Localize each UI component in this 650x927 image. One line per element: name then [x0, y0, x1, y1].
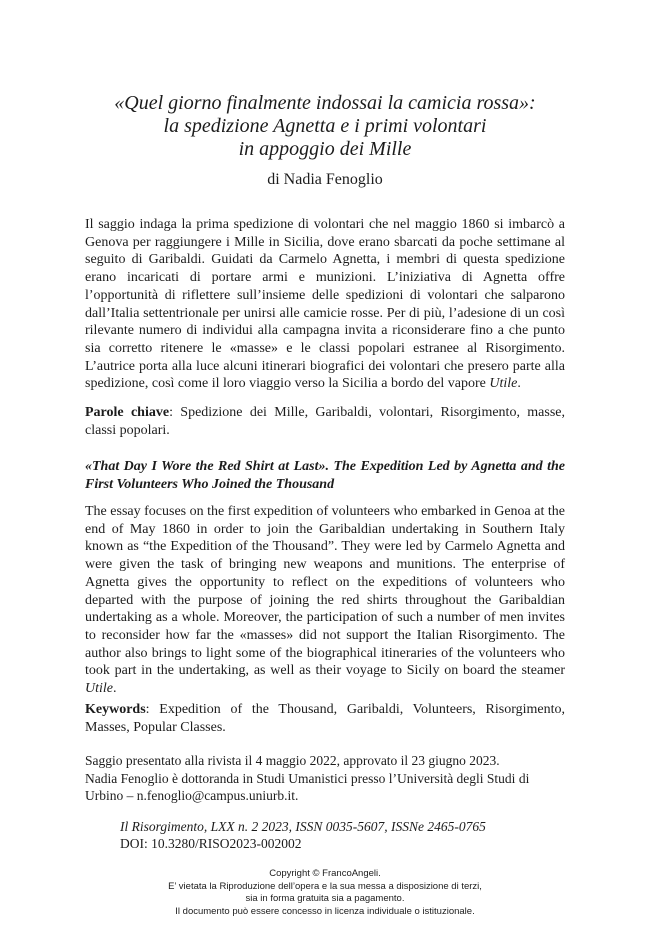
ship-name: Utile: [85, 681, 113, 697]
abstract-italian: [85, 216, 565, 393]
article-title: [60, 92, 590, 161]
keywords-italian: [85, 404, 565, 439]
submission-dates: Saggio presentato alla rivista il 4 maggio 2022, approvato il 23 giugno 2023.: [85, 753, 500, 768]
journal-info: [120, 818, 570, 852]
keywords-english-label: Keywords: [85, 702, 146, 717]
copyright-notice: [0, 868, 650, 918]
abstract-english: [85, 503, 565, 698]
author-line: di Nadia Fenoglio: [267, 171, 383, 188]
keywords-italian-label: Parole chiave: [85, 405, 170, 420]
abstract-english-end: .: [113, 681, 117, 697]
english-title: «That Day I Wore the Red Shirt at Last». The Expedition Led by Agnetta and the First Volunteers Who Joined the Thousand: [85, 459, 565, 492]
journal-citation: Il Risorgimento, LXX n. 2 2023, ISSN 0035-5607, ISSNe 2465-0765: [120, 819, 486, 834]
keywords-english-text: : Expedition of the Thousand, Garibaldi, Volunteers, Risorgimento, Masses, Popular Classes.: [85, 702, 565, 735]
ship-name: Utile: [489, 376, 518, 392]
copyright-line: E’ vietata la Riproduzione dell’opera e la sua messa a disposizione di terzi,: [168, 880, 482, 892]
abstract-italian-end: .: [517, 376, 521, 392]
title-line: «Quel giorno finalmente indossai la camicia rossa»:: [114, 92, 536, 114]
title-line: la spedizione Agnetta e i primi volontari: [163, 115, 487, 137]
abstract-english-text: The essay focuses on the first expedition of volunteers who embarked in Genoa at the end of May 1860 in order to join the Garibaldian undertaking in Southern Italy known as “the Expedition of the Thousand”. They were led by Carmelo Agnetta and were given the task of bringing new weapons and munitions. The enterprise of Agnetta gives the opportunity to reflect on the expeditions of volunteers who departed with the purpose of joining the red shirts throughout the Garibaldian undertaking as a whole. Moreover, the participation of such a number of men invites to reconsider how far the «masses» did not support the Italian Risorgimento. The author also brings to light some of the biographical itineraries of the volunteers who took part in the undertaking, as well as their voyage to Sicily on board the steamer: [85, 504, 565, 679]
keywords-english: [85, 701, 565, 736]
copyright-line: Il documento può essere concesso in licenza individuale o istituzionale.: [175, 905, 475, 917]
copyright-line: sia in forma gratuita sia a pagamento.: [245, 893, 405, 904]
title-line: in appoggio dei Mille: [238, 138, 412, 160]
author-affiliation: Nadia Fenoglio è dottoranda in Studi Umanistici presso l’Università degli Studi di Urbino – n.fenoglio@campus.uniurb.it.: [85, 770, 530, 804]
doi: DOI: 10.3280/RISO2023-002002: [120, 836, 302, 851]
abstract-italian-text: Il saggio indaga la prima spedizione di volontari che nel maggio 1860 si imbarcò a Genova per raggiungere i Mille in Sicilia, dove erano sbarcati da poche settimane al seguito di Garibaldi. Guidati da Carmelo Agnetta, i membri di questa spedizione erano incaricati di portare armi e munizioni. L’iniziativa di Agnetta offre l’opportunità di riflettere sull’insieme delle spedizioni di volontari che salparono dall’Italia settentrionale per unirsi alle camicie rosse. Per di più, l’adesione di un così rilevante numero di individui alla campagna invita a riconsiderare fino a che punto sia corretto ritenere le «masse» e le classi popolari estranee al Risorgimento. L’autrice porta alla luce alcuni itinerari biografici dei volontari che presero parte alla spedizione, così come il loro viaggio verso la Sicilia a bordo del vapore: [85, 217, 565, 392]
submission-note: [85, 752, 565, 805]
copyright-line: Copyright © FrancoAngeli.: [269, 868, 381, 879]
keywords-italian-text: : Spedizione dei Mille, Garibaldi, volontari, Risorgimento, masse, classi popolari.: [85, 405, 565, 438]
